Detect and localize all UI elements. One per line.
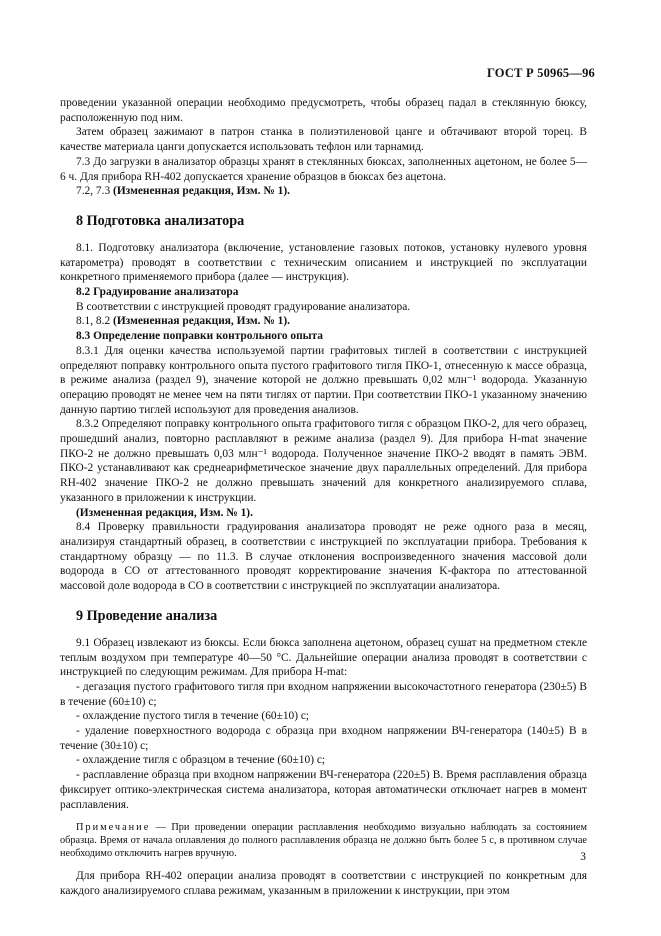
paragraph [60,314,587,329]
subsection-heading: 8.2 Градуирование анализатора [76,286,239,299]
paragraph: проведении указанной операции необходимо предусмотреть, чтобы образец падал в стеклянную бюксу, расположенную под ним. [60,97,587,124]
paragraph: 8.3.2 Определяют поправку контрольного опыта графитового тигля с образцом ПКО-2, для чего образец, прошедший анализ, повторно расплавляют в режиме анализа (раздел 9). Для прибора H-mat значение ПКО-2 не должно превышать 0,03 млн⁻¹ водорода. Полученное значение ПКО-2 вводят в память ЭВМ. ПКО-2 устанавливают как среднеарифметическое значение двух параллельных определений. Для прибора RH-402 значение ПКО-2 не должно превышать значений для конкретного анализируемого сплава, указанного в приложении к инструкции. [60,418,587,504]
amendment-note: (Измененная редакция, Изм. № 1). [113,315,290,328]
page-number: 3 [580,851,586,863]
paragraph: - охлаждение тигля с образцом в течение (60±10) с; [76,754,326,767]
paragraph: - охлаждение пустого тигля в течение (60±10) с; [76,710,310,723]
section-heading: 9 Проведение анализа [76,607,218,624]
paragraph: В соответствии с инструкцией проводят градуирование анализатора. [76,300,411,313]
paragraph [60,184,587,199]
paragraph: - удаление поверхностного водорода с образца при входном напряжении ВЧ-генератора (140±5) В в течение (30±10) с; [60,725,587,752]
document-body [60,96,587,899]
paragraph: 8.4 Проверку правильности градуирования анализатора проводят не реже одного раза в месяц, анализируя стандартный образец, в соответствии с инструкцией по эксплуатации прибора. Требования к стандартному образцу — по 11.3. В случае отклонения воспроизведенного значения массовой доли водорода в СО от аттестованного проводят корректирование значения K-фактора по аттестованной массовой доле водорода в СО в соответствии с инструкцией по эксплуатации анализатора. [60,521,587,593]
subsection-heading: (Измененная редакция, Изм. № 1). [76,506,253,519]
paragraph: 7.3 До загрузки в анализатор образцы хранят в стеклянных бюксах, заполненных ацетоном, не более 5—6 ч. Для прибора RH-402 допускается хранение образцов в бюксах без ацетона. [60,155,587,183]
amendment-note: (Измененная редакция, Изм. № 1). [113,185,290,198]
standard-header: ГОСТ Р 50965—96 [486,66,595,80]
note-paragraph [60,821,587,860]
paragraph: 8.3.1 Для оценки качества используемой партии графитовых тиглей в соответствии с инструкцией определяют поправку контрольного опыта пустого графитового тигля ПКО-1, отнесенную к массе образца, в режиме анализа (раздел 9), значение которой не должно превышать 0,02 млн⁻¹ водорода. Указанную операцию проводят не менее чем на пяти тиглях от партии. При соответствии ПКО-1 указанному значению данную партию тиглей используют для проведения анализов. [60,344,587,416]
note-label: Примечание [76,822,151,834]
paragraph-text: 8.1, 8.2 [76,315,114,328]
paragraph-text: 7.2, 7.3 [76,185,114,198]
note-text: — При проведении операции расплавления необходимо визуально наблюдать за состоянием образца. Время от начала оплавления до полного расплавления образца не должно быть более 5 с, в противном случае необходимо отключить нагрев вручную. [60,822,587,860]
paragraph: - дегазация пустого графитового тигля при входном напряжении высокочастотного генератора (230±5) В в течение (60±10) с; [60,680,587,708]
paragraph: 9.1 Образец извлекают из бюксы. Если бюкса заполнена ацетоном, образец сушат на предметном стекле теплым воздухом при температуре 40—50 °С. Дальнейшие операции анализа проводят в соответствии с инструкцией по следующим режимам. Для прибора H-mat: [60,636,587,679]
paragraph: - расплавление образца при входном напряжении ВЧ-генератора (220±5) В. Время расплавления образца фиксирует оптико-электрическая система анализатора, которая автоматически отключает нагрев в момент расплавления. [60,769,587,811]
subsection-heading: 8.3 Определение поправки контрольного опыта [76,330,323,343]
section-heading: 8 Подготовка анализатора [76,212,245,229]
paragraph: Затем образец зажимают в патрон станка в полиэтиленовой цанге и обтачивают второй торец. В качестве материала цанги допускается использовать тефлон или тарнамид. [60,126,587,154]
paragraph: Для прибора RH-402 операции анализа проводят в соответствии с инструкцией по конкретным для каждого анализируемого сплава режимам, указанным в приложении к инструкции, при этом [60,870,587,897]
paragraph: 8.1. Подготовку анализатора (включение, установление газовых потоков, установку нулевого уровня катарометра) проводят в соответствии с техническим описанием и инструкцией по эксплуатации конкретного применяемого прибора (далее — инструкция). [60,241,587,284]
